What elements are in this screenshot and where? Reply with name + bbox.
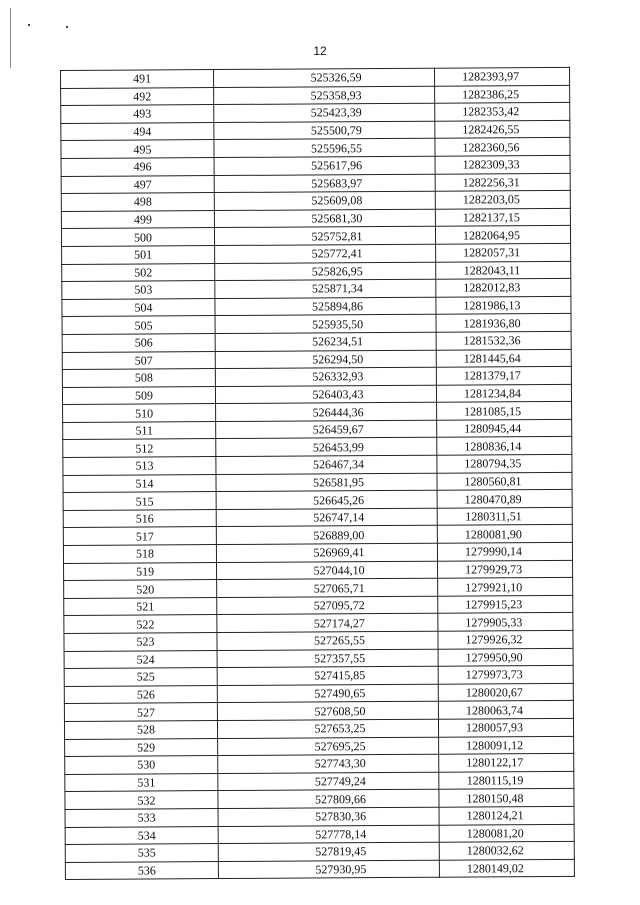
y-coordinate-cell: 1282043,11 [436,261,571,279]
y-coordinate-cell: 1280124,21 [439,806,574,824]
y-coordinate-cell: 1279905,33 [438,613,573,631]
x-coordinate-cell: 525871,34 [215,279,436,298]
point-number-cell: 529 [65,738,218,757]
point-number-cell: 513 [63,457,216,476]
point-number-cell: 531 [65,773,218,792]
point-number-cell: 526 [64,685,217,704]
y-coordinate-cell: 1279990,14 [437,542,572,560]
y-coordinate-cell: 1280063,74 [438,701,573,719]
x-coordinate-cell: 525826,95 [215,262,436,281]
point-number-cell: 520 [64,580,217,599]
point-number-cell: 524 [64,650,217,669]
x-coordinate-cell: 525326,59 [214,68,435,87]
point-number-cell: 511 [63,421,216,440]
y-coordinate-cell: 1279950,90 [438,648,573,666]
x-coordinate-cell: 525752,81 [214,227,435,246]
x-coordinate-cell: 527044,10 [217,561,438,580]
point-number-cell: 527 [64,703,217,722]
y-coordinate-cell: 1282256,31 [435,173,570,191]
y-coordinate-cell: 1280560,81 [437,472,572,490]
x-coordinate-cell: 527778,14 [218,825,439,844]
table-row [65,859,574,880]
point-number-cell: 509 [62,386,215,405]
point-number-cell: 498 [61,193,214,212]
coordinates-table-body [61,67,575,879]
y-coordinate-cell: 1282137,15 [435,208,570,226]
point-number-cell: 508 [62,369,215,388]
point-number-cell: 502 [62,263,215,282]
y-coordinate-cell: 1281379,17 [436,366,571,384]
x-coordinate-cell: 526332,93 [215,367,436,386]
x-coordinate-cell: 527809,66 [218,790,439,809]
x-coordinate-cell: 526969,41 [216,543,437,562]
y-coordinate-cell: 1282309,33 [435,155,570,173]
point-number-cell: 497 [61,175,214,194]
x-coordinate-cell: 526459,67 [216,420,437,439]
x-coordinate-cell: 527095,72 [217,596,438,615]
y-coordinate-cell: 1279926,32 [438,630,573,648]
x-coordinate-cell: 527415,85 [217,666,438,685]
y-coordinate-cell: 1280122,17 [439,754,574,772]
x-coordinate-cell: 527653,25 [217,719,438,738]
point-number-cell: 510 [63,404,216,423]
point-number-cell: 517 [63,527,216,546]
point-number-cell: 503 [62,281,215,300]
point-number-cell: 522 [64,615,217,634]
point-number-cell: 515 [63,492,216,511]
x-coordinate-cell: 526294,50 [215,350,436,369]
point-number-cell: 505 [62,316,215,335]
scan-speck [66,26,68,28]
point-number-cell: 528 [64,721,217,740]
x-coordinate-cell: 526444,36 [216,402,437,421]
x-coordinate-cell: 525500,79 [214,121,435,140]
point-number-cell: 518 [63,545,216,564]
point-number-cell: 525 [64,668,217,687]
y-coordinate-cell: 1280794,35 [437,454,572,472]
point-number-cell: 500 [61,228,214,247]
y-coordinate-cell: 1282353,42 [435,103,570,121]
point-number-cell: 536 [65,861,218,880]
coordinates-table [60,67,575,880]
y-coordinate-cell: 1282386,25 [435,85,570,103]
y-coordinate-cell: 1282426,55 [435,120,570,138]
point-number-cell: 492 [61,87,214,106]
x-coordinate-cell: 527174,27 [217,614,438,633]
y-coordinate-cell: 1280032,62 [439,841,574,859]
point-number-cell: 533 [65,808,218,827]
x-coordinate-cell: 527743,30 [218,754,439,773]
x-coordinate-cell: 527695,25 [218,737,439,756]
point-number-cell: 512 [63,439,216,458]
y-coordinate-cell: 1280020,67 [438,683,573,701]
x-coordinate-cell: 525935,50 [215,315,436,334]
y-coordinate-cell: 1280091,12 [439,736,574,754]
point-number-cell: 532 [65,791,218,810]
point-number-cell: 506 [62,333,215,352]
x-coordinate-cell: 527749,24 [218,772,439,791]
x-coordinate-cell: 527490,65 [217,684,438,703]
x-coordinate-cell: 526467,34 [216,455,437,474]
x-coordinate-cell: 525609,08 [214,191,435,210]
y-coordinate-cell: 1279915,23 [438,595,573,613]
y-coordinate-cell: 1280081,90 [437,525,572,543]
y-coordinate-cell: 1282360,56 [435,138,570,156]
x-coordinate-cell: 526889,00 [216,526,437,545]
point-number-cell: 496 [61,158,214,177]
y-coordinate-cell: 1280115,19 [439,771,574,789]
y-coordinate-cell: 1280150,48 [439,789,574,807]
point-number-cell: 507 [62,351,215,370]
y-coordinate-cell: 1281532,36 [436,331,571,349]
y-coordinate-cell: 1280470,89 [437,490,572,508]
y-coordinate-cell: 1280081,20 [439,824,574,842]
y-coordinate-cell: 1281445,64 [436,349,571,367]
y-coordinate-cell: 1279929,73 [438,560,573,578]
x-coordinate-cell: 525894,86 [215,297,436,316]
y-coordinate-cell: 1281085,15 [437,402,572,420]
x-coordinate-cell: 527065,71 [217,578,438,597]
x-coordinate-cell: 527930,95 [218,860,439,879]
x-coordinate-cell: 527265,55 [217,631,438,650]
y-coordinate-cell: 1281936,80 [436,314,571,332]
point-number-cell: 521 [64,597,217,616]
x-coordinate-cell: 527819,45 [218,842,439,861]
x-coordinate-cell: 525681,30 [214,209,435,228]
x-coordinate-cell: 526234,51 [215,332,436,351]
x-coordinate-cell: 525772,41 [215,244,436,263]
point-number-cell: 504 [62,298,215,317]
x-coordinate-cell: 526403,43 [215,385,436,404]
y-coordinate-cell: 1282064,95 [435,226,570,244]
x-coordinate-cell: 526453,99 [216,438,437,457]
x-coordinate-cell: 525596,55 [214,139,435,158]
x-coordinate-cell: 527830,36 [218,807,439,826]
y-coordinate-cell: 1280311,51 [437,507,572,525]
y-coordinate-cell: 1280149,02 [439,859,574,877]
y-coordinate-cell: 1280836,14 [437,437,572,455]
point-number-cell: 493 [61,105,214,124]
point-number-cell: 501 [62,245,215,264]
page-number: 12 [313,44,327,58]
y-coordinate-cell: 1282057,31 [436,243,571,261]
point-number-cell: 491 [61,70,214,89]
x-coordinate-cell: 525423,39 [214,103,435,122]
point-number-cell: 534 [65,826,218,845]
point-number-cell: 535 [65,844,218,863]
point-number-cell: 523 [64,633,217,652]
x-coordinate-cell: 526747,14 [216,508,437,527]
x-coordinate-cell: 525617,96 [214,156,435,175]
y-coordinate-cell: 1280945,44 [437,419,572,437]
point-number-cell: 514 [63,474,216,493]
point-number-cell: 499 [61,210,214,229]
x-coordinate-cell: 526645,26 [216,490,437,509]
x-coordinate-cell: 525358,93 [214,86,435,105]
y-coordinate-cell: 1281234,84 [436,384,571,402]
binding-edge-mark [10,8,11,68]
x-coordinate-cell: 525683,97 [214,174,435,193]
y-coordinate-cell: 1281986,13 [436,296,571,314]
scan-speck [28,24,30,26]
y-coordinate-cell: 1282012,83 [436,279,571,297]
x-coordinate-cell: 527357,55 [217,649,438,668]
y-coordinate-cell: 1280057,93 [438,718,573,736]
y-coordinate-cell: 1279921,10 [438,578,573,596]
y-coordinate-cell: 1282393,97 [434,67,569,85]
point-number-cell: 519 [64,562,217,581]
x-coordinate-cell: 526581,95 [216,473,437,492]
point-number-cell: 516 [63,509,216,528]
point-number-cell: 530 [65,756,218,775]
point-number-cell: 494 [61,122,214,141]
x-coordinate-cell: 527608,50 [217,702,438,721]
point-number-cell: 495 [61,140,214,159]
y-coordinate-cell: 1282203,05 [435,191,570,209]
y-coordinate-cell: 1279973,73 [438,666,573,684]
